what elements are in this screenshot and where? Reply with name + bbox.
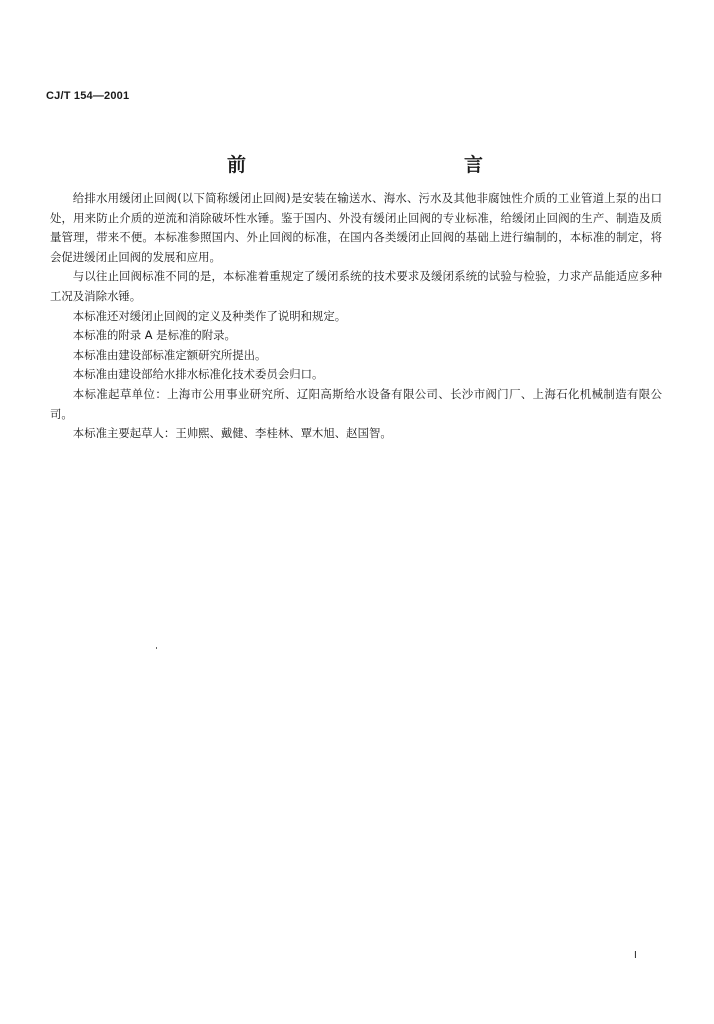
paragraph-differences: 与以往止回阀标准不同的是，本标准着重规定了缓闭系统的技术要求及缓闭系统的试验与检验，力求产品能适应多种工况及消除水锤。 xyxy=(50,269,662,303)
page-number: I xyxy=(634,950,637,961)
paragraph-drafters: 本标准主要起草人：王帅熙、戴健、李桂林、覃木旭、赵国智。 xyxy=(72,426,392,441)
paragraph-definitions: 本标准还对缓闭止回阀的定义及种类作了说明和规定。 xyxy=(72,308,347,323)
paragraph-committee: 本标准由建设部给水排水标准化技术委员会归口。 xyxy=(72,367,324,382)
foreword-body xyxy=(50,189,662,444)
standard-code-header: CJ/T 154—2001 xyxy=(46,90,130,102)
page-title: 前 言 xyxy=(226,154,543,176)
scan-speck xyxy=(156,647,157,649)
paragraph-appendix: 本标准的附录 A 是标准的附录。 xyxy=(72,328,236,343)
paragraph-proposer: 本标准由建设部标准定额研究所提出。 xyxy=(72,347,267,362)
paragraph-intro: 给排水用缓闭止回阀(以下简称缓闭止回阀)是安装在输送水、海水、污水及其他非腐蚀性介质的工业管道上泵的出口处，用来防止介质的逆流和消除破坏性水锤。鉴于国内、外没有缓闭止回阀的专业标准，给缓闭止回阀的生产、制造及质量管理，带来不便。本标准参照国内、外止回阀的标准，在国内各类缓闭止回阀的基础上进行编制的，本标准的制定，将会促进缓闭止回阀的发展和应用。 xyxy=(50,191,662,264)
paragraph-drafting-units: 本标准起草单位：上海市公用事业研究所、辽阳高斯给水设备有限公司、长沙市阀门厂、上海石化机械制造有限公司。 xyxy=(50,386,662,421)
